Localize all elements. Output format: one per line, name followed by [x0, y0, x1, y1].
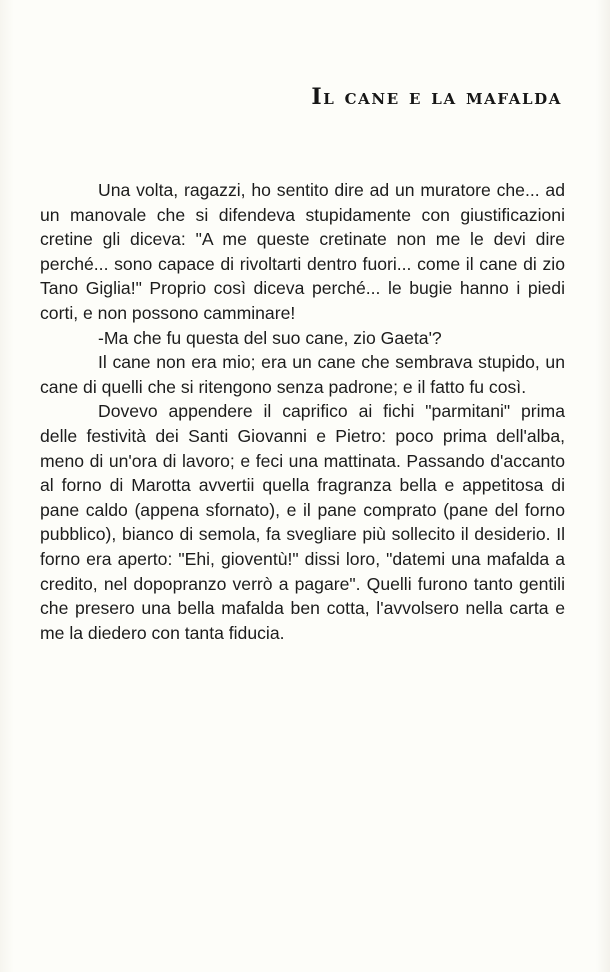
paragraph-3: Il cane non era mio; era un cane che sembrava stupido, un cane di quelli che si ritengono senza padrone; e il fatto fu così.	[40, 352, 565, 397]
paragraph-4: Dovevo appendere il caprifico ai fichi "parmitani" prima delle festività dei Santi Giovanni e Pietro: poco prima dell'alba, meno di un'ora di lavoro; e feci una mattinata. Passando d'accanto al forno di Marotta avvertii quella fragranza bella e appetitosa di pane caldo (appena sfornato), e il pane comprato (pane del forno pubblico), bianco di semola, fa svegliare più sollecito il desiderio. Il forno era aperto: "Ehi, gioventù!" dissi loro, "datemi una mafalda a credito, nel dopopranzo verrò a pagare". Quelli furono tanto gentili che presero una bella mafalda ben cotta, l'avvolsero nella carta e me la diedero con tanta fiducia.	[40, 401, 565, 643]
chapter-title: Il cane e la mafalda	[311, 84, 562, 110]
paragraph-1: Una volta, ragazzi, ho sentito dire ad un muratore che... ad un manovale che si difendeva stupidamente con giustificazioni cretine gli diceva: "A me queste cretinate non me le devi dire perché... sono capace di rivoltarti dentro fuori... come il cane di zio Tano Giglia!" Proprio così diceva perché... le bugie hanno i piedi corti, e non possono camminare!	[40, 180, 565, 323]
chapter-body	[40, 178, 565, 645]
paragraph-2: -Ma che fu questa del suo cane, zio Gaeta'?	[98, 327, 442, 348]
